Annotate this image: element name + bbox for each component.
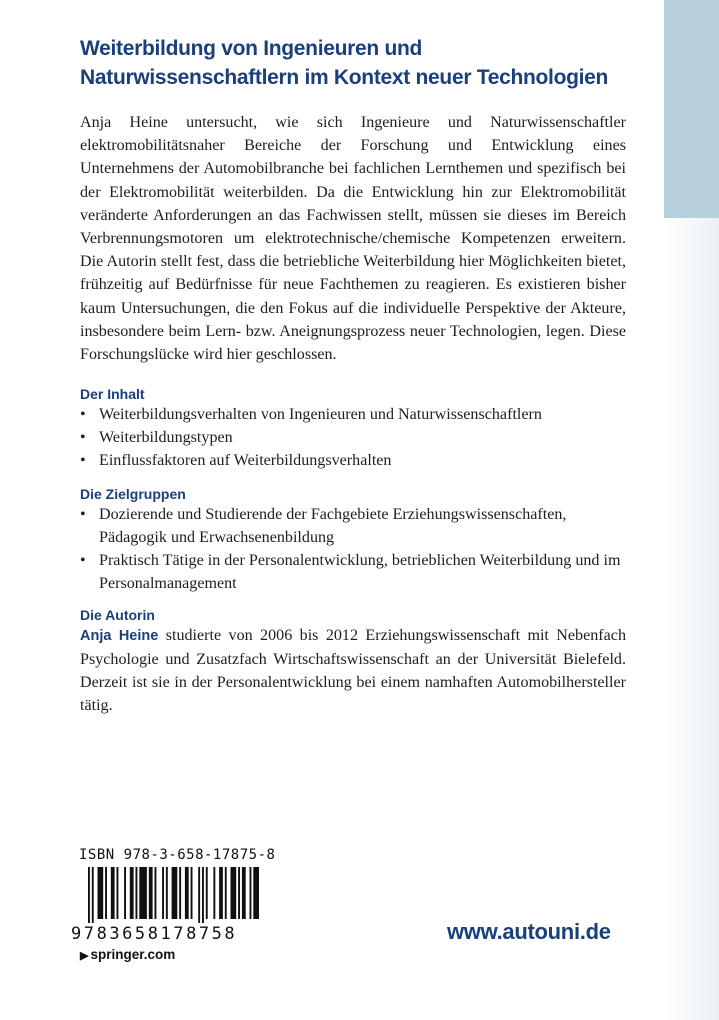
barcode-bar (130, 867, 134, 919)
barcode-bar (172, 867, 178, 919)
barcode-bar (98, 867, 104, 919)
springer-link-label: springer.com (90, 947, 176, 962)
barcode-bar (166, 867, 168, 919)
author-name: Anja Heine (80, 628, 159, 644)
barcode-bar (136, 867, 138, 919)
barcode-bar (149, 867, 153, 919)
inhalt-list (80, 403, 626, 472)
inhalt-heading: Der Inhalt (80, 386, 145, 402)
zielgruppen-heading: Die Zielgruppen (80, 486, 186, 502)
spine-color-band (664, 0, 719, 218)
barcode-bar (253, 867, 259, 919)
barcode-bar (191, 867, 193, 919)
barcode-bar (219, 867, 223, 919)
abstract-text: Anja Heine untersucht, wie sich Ingenieure und Naturwissenschaftler elektromobilitätsnaher Bereiche der Forschung und Entwicklung eines Unternehmens der Automobilbranche bei fachlichen Lernthemen und spezifisch bei der Elektromobilität weiterbilden. Da die Entwicklung hin zur Elektromobilität veränderte Anforderungen an das Fachwissen stellt, müssen sie dieses im Bereich Verbrennungsmotoren um elektrotechnische/chemische Kompetenzen erweitern. Die Autorin stellt fest, dass die betriebliche Weiterbildung hier Möglichkeiten bietet, frühzeitig auf Bedürfnisse für neue Fachthemen zu reagieren. Es existieren bisher kaum Untersuchungen, die den Fokus auf die individuelle Perspektive der Akteure, insbesondere beim Lern- bzw. Aneignungsprozess neuer Technologien, legen. Diese Forschungslücke wird hier geschlossen. (80, 114, 626, 364)
barcode-bar (162, 867, 164, 919)
list-item: • Weiterbildungsverhalten von Ingenieuren und Naturwissenschaftlern (80, 403, 626, 426)
barcode-bar (124, 867, 126, 919)
title-line-2: Naturwissenschaftlern im Kontext neuer Technologien (80, 66, 609, 89)
barcode-bar (92, 867, 94, 923)
barcode-bar (139, 867, 147, 919)
barcode-bar (202, 867, 204, 923)
barcode-digits: 9783658178758 (71, 924, 238, 944)
autorin-heading: Die Autorin (80, 607, 155, 623)
barcode-bar (250, 867, 252, 919)
author-bio-text: studierte von 2006 bis 2012 Erziehungswissenschaft mit Nebenfach Psychologie und Zusatzfach Wirtschaftswissenschaft an der Universität Bielefeld. Derzeit ist sie in der Personalentwicklung bei einem namhaften Automobilhersteller tätig. (80, 627, 626, 714)
barcode-bar (155, 867, 157, 919)
list-item: • Einflussfaktoren auf Weiterbildungsverhalten (80, 449, 626, 472)
barcode-bar (185, 867, 189, 919)
barcode-bar (179, 867, 181, 919)
isbn-barcode (80, 867, 266, 923)
list-item: • Praktisch Tätige in der Personalentwicklung, betrieblichen Weiterbildung und im Personalmanagement (80, 549, 626, 595)
title-line-1: Weiterbildung von Ingenieuren und (80, 37, 423, 60)
barcode-bar (105, 867, 107, 919)
barcode-bar (111, 867, 115, 919)
author-bio (80, 624, 626, 717)
list-item: • Weiterbildungstypen (80, 426, 626, 449)
isbn-label: ISBN 978-3-658-17875-8 (79, 847, 276, 863)
barcode-bar (213, 867, 215, 919)
barcode-bar (88, 867, 90, 923)
arrow-right-icon: ▶ (80, 950, 89, 962)
barcode-bar (231, 867, 237, 919)
zielgruppen-list (80, 503, 626, 595)
barcode-bar (206, 867, 208, 919)
spine-shadow (664, 218, 719, 1020)
barcode-bar (117, 867, 119, 919)
book-title (80, 34, 640, 92)
website-link[interactable]: www.autouni.de (447, 919, 611, 944)
springer-link[interactable] (80, 947, 175, 962)
barcode-bar (238, 867, 240, 919)
barcode-bar (198, 867, 200, 923)
list-item: • Dozierende und Studierende der Fachgebiete Erziehungswissenschaften, Pädagogik und Erwachsenenbildung (80, 503, 626, 549)
barcode-bar (242, 867, 246, 919)
barcode-bar (225, 867, 227, 919)
